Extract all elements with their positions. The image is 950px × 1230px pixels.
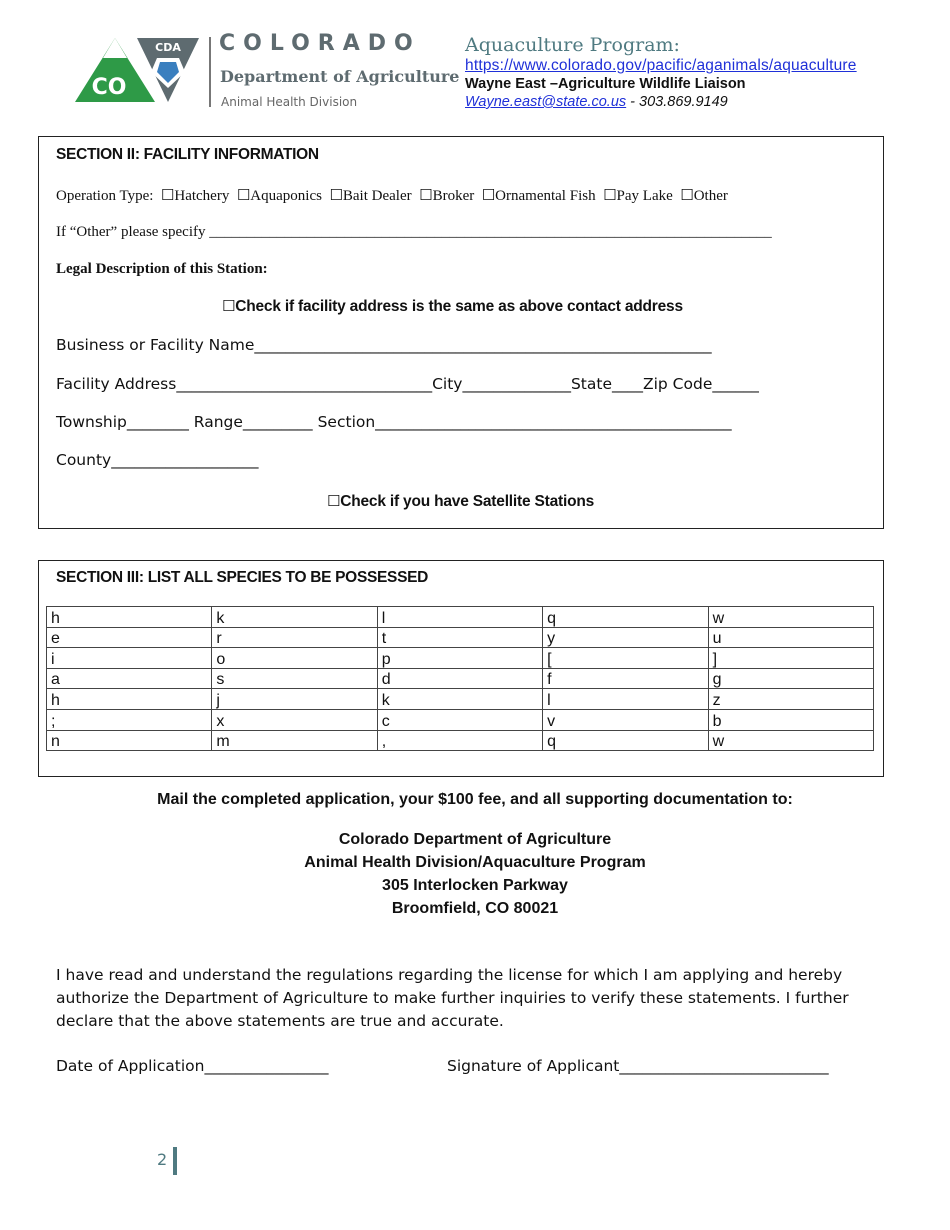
county-field[interactable]: County___________________	[56, 451, 259, 469]
address-line: 305 Interlocken Parkway	[382, 877, 568, 894]
cda-logo	[75, 36, 199, 104]
liaison-name: Wayne East –Agriculture Wildlife Liaison	[465, 76, 746, 92]
table-row	[47, 648, 874, 669]
checkbox-bait-dealer[interactable]: ☐	[329, 186, 343, 204]
species-cell[interactable]: v	[543, 709, 708, 730]
species-cell[interactable]: y	[543, 627, 708, 648]
species-cell[interactable]: ;	[47, 709, 212, 730]
species-cell[interactable]: e	[47, 627, 212, 648]
page-number-bar	[173, 1147, 177, 1175]
checkbox-broker[interactable]: ☐	[419, 186, 433, 204]
satellite-row	[327, 492, 594, 511]
option-hatchery: Hatchery	[174, 188, 230, 204]
program-url-link[interactable]: https://www.colorado.gov/pacific/aganimals/aquaculture	[465, 57, 857, 74]
species-cell[interactable]: f	[543, 668, 708, 689]
department-name: Department of Agriculture	[220, 67, 460, 86]
satellite-label: Check if you have Satellite Stations	[340, 493, 595, 510]
species-cell[interactable]: q	[543, 730, 708, 751]
same-address-label: Check if facility address is the same as above contact address	[235, 298, 683, 315]
species-cell[interactable]: p	[377, 648, 542, 669]
satellite-checkbox[interactable]: ☐	[327, 492, 341, 510]
same-address-checkbox[interactable]: ☐	[222, 297, 236, 315]
township-range-section-field[interactable]: Township________ Range_________ Section______________________________________________	[56, 413, 732, 431]
table-row	[47, 627, 874, 648]
operation-type-label: Operation Type:	[56, 188, 154, 204]
page-number: 2	[157, 1150, 168, 1169]
species-cell[interactable]: k	[212, 607, 377, 628]
mail-instruction: Mail the completed application, your $100 fee, and all supporting documentation to:	[157, 791, 793, 808]
species-cell[interactable]: w	[708, 607, 873, 628]
species-cell[interactable]: q	[543, 607, 708, 628]
program-title: Aquaculture Program:	[465, 34, 680, 56]
other-specify-field[interactable]: If “Other” please specify ___________________________________________________________________________	[56, 224, 772, 240]
declaration-text: I have read and understand the regulations regarding the license for which I am applying and hereby authorize the Department of Agriculture to make further inquiries to verify these statements. I further declare that the above statements are true and accurate.	[56, 966, 849, 1030]
section-2-heading: SECTION II: FACILITY INFORMATION	[56, 146, 319, 163]
species-cell[interactable]: h	[47, 689, 212, 710]
species-cell[interactable]: ,	[377, 730, 542, 751]
table-row	[47, 730, 874, 751]
checkbox-hatchery[interactable]: ☐	[160, 186, 175, 204]
business-name-field[interactable]: Business or Facility Name___________________________________________________________	[56, 336, 712, 354]
signature-field[interactable]: Signature of Applicant___________________________	[447, 1057, 829, 1075]
species-cell[interactable]: k	[377, 689, 542, 710]
email-link[interactable]: Wayne.east@state.co.us	[465, 94, 627, 110]
checkbox-pay-lake[interactable]: ☐	[603, 186, 617, 204]
species-cell[interactable]: s	[212, 668, 377, 689]
table-row	[47, 689, 874, 710]
species-cell[interactable]: c	[377, 709, 542, 730]
phone: - 303.869.9149	[626, 94, 728, 110]
table-row	[47, 668, 874, 689]
header-divider	[209, 37, 211, 107]
legal-description-label: Legal Description of this Station:	[56, 261, 268, 277]
species-cell[interactable]: g	[708, 668, 873, 689]
facility-address-field[interactable]: Facility Address_________________________________City______________State____Zip Code______	[56, 375, 759, 393]
species-cell[interactable]: o	[212, 648, 377, 669]
option-other: Other	[693, 188, 728, 204]
operation-type-row	[56, 186, 728, 205]
option-ornamental-fish: Ornamental Fish	[495, 188, 596, 204]
species-cell[interactable]: j	[212, 689, 377, 710]
species-cell[interactable]: z	[708, 689, 873, 710]
contact-line	[465, 94, 728, 110]
species-cell[interactable]: l	[543, 689, 708, 710]
address-line: Animal Health Division/Aquaculture Program	[304, 854, 646, 871]
species-cell[interactable]: i	[47, 648, 212, 669]
species-cell[interactable]: m	[212, 730, 377, 751]
species-cell[interactable]: n	[47, 730, 212, 751]
option-broker: Broker	[432, 188, 475, 204]
species-cell[interactable]: ]	[708, 648, 873, 669]
option-bait-dealer: Bait Dealer	[342, 188, 412, 204]
table-row	[47, 607, 874, 628]
logo-co-text: CO	[91, 75, 127, 100]
species-cell[interactable]: a	[47, 668, 212, 689]
address-line: Broomfield, CO 80021	[391, 900, 559, 917]
checkbox-other[interactable]: ☐	[680, 186, 694, 204]
species-cell[interactable]: u	[708, 627, 873, 648]
species-cell[interactable]: [	[543, 648, 708, 669]
option-pay-lake: Pay Lake	[616, 188, 673, 204]
address-line: Colorado Department of Agriculture	[338, 831, 612, 848]
checkbox-ornamental-fish[interactable]: ☐	[481, 186, 496, 204]
date-of-application-field[interactable]: Date of Application________________	[56, 1057, 329, 1075]
option-aquaponics: Aquaponics	[250, 188, 322, 204]
species-cell[interactable]: x	[212, 709, 377, 730]
species-cell[interactable]: h	[47, 607, 212, 628]
species-cell[interactable]: l	[377, 607, 542, 628]
species-cell[interactable]: b	[708, 709, 873, 730]
species-table	[46, 606, 874, 751]
species-cell[interactable]: d	[377, 668, 542, 689]
checkbox-aquaponics[interactable]: ☐	[236, 186, 251, 204]
species-cell[interactable]: t	[377, 627, 542, 648]
logo-cda-text: CDA	[155, 41, 181, 54]
state-name: COLORADO	[219, 31, 421, 56]
species-cell[interactable]: w	[708, 730, 873, 751]
mailing-address	[0, 828, 950, 920]
table-row	[47, 709, 874, 730]
same-address-row	[222, 297, 683, 316]
section-3-heading: SECTION III: LIST ALL SPECIES TO BE POSSESSED	[56, 569, 429, 586]
species-cell[interactable]: r	[212, 627, 377, 648]
division-name: Animal Health Division	[221, 95, 358, 109]
